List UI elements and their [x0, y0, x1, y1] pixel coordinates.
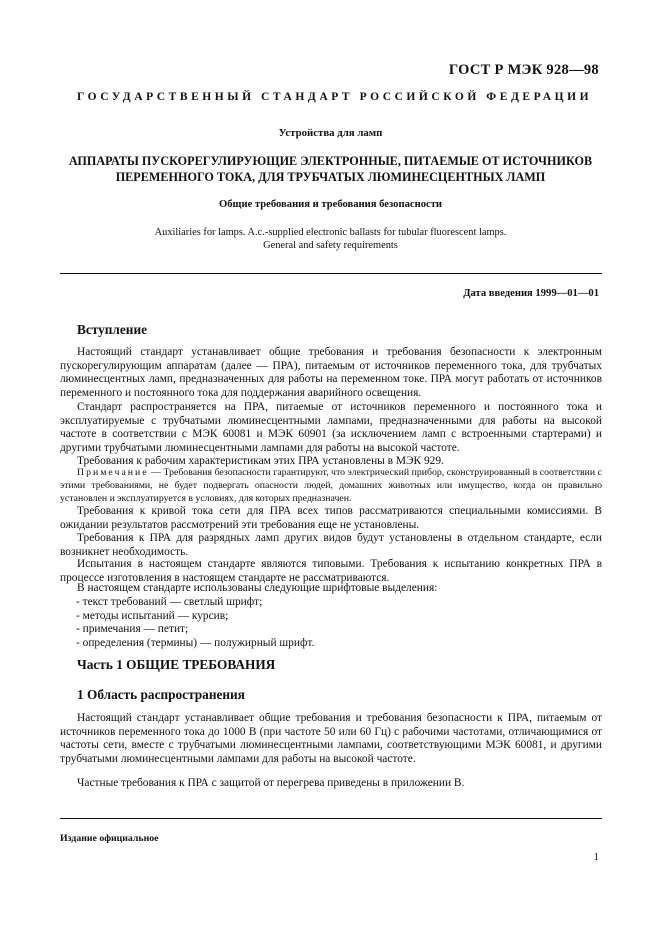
list-item: - примечания — петит;: [76, 623, 189, 636]
english-title: [60, 226, 601, 252]
title-line-2: ПЕРЕМЕННОГО ТОКА, ДЛЯ ТРУБЧАТЫХ ЛЮМИНЕСЦЕНТНЫХ ЛАМП: [115, 170, 546, 184]
english-title-line-1: Auxiliaries for lamps. A.c.-supplied electronic ballasts for tubular fluorescent lamps.: [154, 227, 507, 238]
list-item: - методы испытаний — курсив;: [76, 609, 229, 622]
section1-paragraph-1: Настоящий стандарт устанавливает общие требования и требования безопасности к ПРА, питаемым от источников переменного тока до 1000 В (при частоте 50 или 60 Гц) с рабочими частотами, отличающимися от частоты сети, вместе с трубчатыми люминесцентными лампами, соответствующими МЭК 60081, и другими трубчатыми люминесцентными лампами для работы на высокой частоте.: [60, 712, 602, 765]
note-text: — Требования безопасности гарантируют, что электрический прибор, сконструированный в соответствии с этими требованиями, не будет подвергать опасности людей, домашних животных или имущество, когда он правильно установлен и эксплуатируется в условиях, для которых предназначен.: [60, 467, 602, 504]
intro-heading: Вступление: [77, 322, 148, 337]
intro-paragraph-6: Испытания в настоящем стандарте являются типовыми. Требования к испытанию конкретных ПРА в процессе изготовления в настоящем стандарте не рассматриваются.: [60, 558, 602, 584]
document-title: [60, 153, 601, 185]
introduction-date: Дата введения 1999—01—01: [463, 288, 599, 299]
section1-heading: 1 Область распространения: [77, 687, 245, 702]
part1-heading: Часть 1 ОБЩИЕ ТРЕБОВАНИЯ: [77, 657, 276, 672]
header-divider: [60, 273, 602, 274]
font-conventions-list: [76, 596, 596, 650]
section1-paragraph-2: Частные требования к ПРА с защитой от перегрева приведены в приложении В.: [77, 777, 465, 789]
intro-paragraph-5: Требования к ПРА для разрядных ламп других видов будут установлены в отдельном стандарте, если возникнет необходимость.: [60, 532, 602, 558]
intro-paragraph-3: Требования к рабочим характеристикам этих ПРА установлены в МЭК 929.: [77, 455, 444, 467]
intro-paragraph-4: Требования к кривой тока сети для ПРА всех типов рассматриваются специальными комиссиями. В ожидании результатов рассмотрений эти требования еще не установлены.: [60, 505, 602, 531]
state-standard-heading: ГОСУДАРСТВЕННЫЙ СТАНДАРТ РОССИЙСКОЙ ФЕДЕРАЦИИ: [77, 91, 593, 103]
requirements-subtitle: Общие требования и требования безопасности: [219, 199, 442, 210]
official-edition-label: Издание официальное: [60, 833, 159, 844]
document-subtitle: Устройства для ламп: [278, 127, 383, 139]
intro-paragraph-2: Стандарт распространяется на ПРА, питаемые от источников переменного и постоянного тока и эксплуатируемые с трубчатыми люминесцентными лампами, предназначенными для работы на высокой частоте в соответствии с МЭК 60081 и МЭК 60901 (за исключением ламп с встроенными стартерами) и другими трубчатыми люминесцентными лампами для работы на высокой частоте.: [60, 401, 602, 454]
note-label: Примечание: [77, 467, 149, 478]
document-number: ГОСТ Р МЭК 928—98: [448, 62, 599, 78]
title-line-1: АППАРАТЫ ПУСКОРЕГУЛИРУЮЩИЕ ЭЛЕКТРОННЫЕ, ПИТАЕМЫЕ ОТ ИСТОЧНИКОВ: [68, 154, 593, 168]
footer-divider: [60, 818, 602, 819]
english-title-line-2: General and safety requirements: [263, 240, 398, 251]
list-item: - текст требований — светлый шрифт;: [76, 596, 263, 608]
intro-note: [60, 466, 602, 505]
list-item: - определения (термины) — полужирный шрифт.: [76, 636, 315, 649]
intro-paragraph-7: В настоящем стандарте использованы следующие шрифтовые выделения:: [77, 582, 438, 594]
page-number: 1: [593, 851, 599, 863]
intro-paragraph-1: Настоящий стандарт устанавливает общие требования и требования безопасности к электронным пускорегулирующим аппаратам (далее — ПРА), питаемым от источников переменного тока, для трубчатых люминесцентных ламп, предназначенных для работы на переменном токе. ПРА могут работать от источников переменного и постоянного тока для поддержания аварийного освещения.: [60, 346, 602, 399]
